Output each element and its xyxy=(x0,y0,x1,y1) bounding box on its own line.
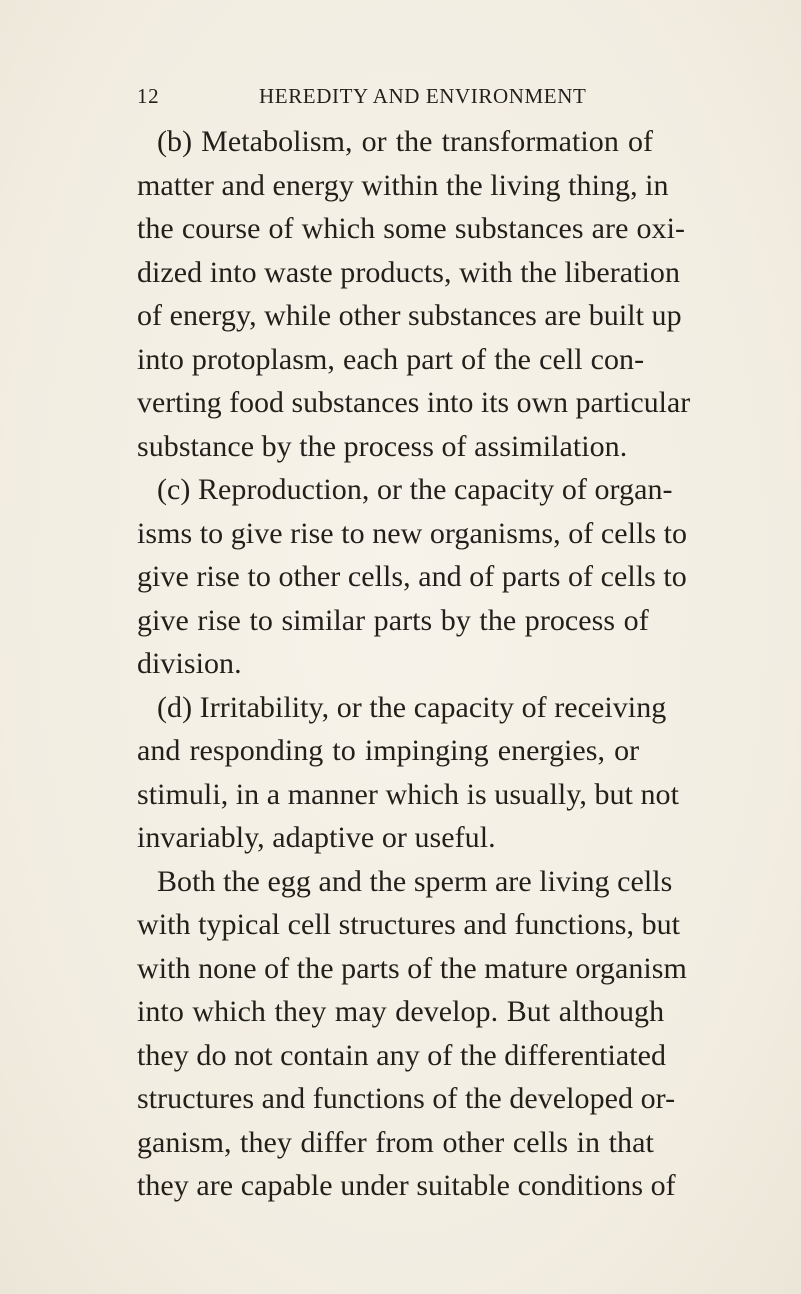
text-line: they are capable under suitable conditions of xyxy=(137,1169,676,1202)
text-line: and responding to impinging energies, or xyxy=(137,734,640,767)
text-line: the course of which some substances are oxi- xyxy=(137,212,686,245)
text-line: of energy, while other substances are built up xyxy=(137,299,682,332)
text-line: substance by the process of assimilation. xyxy=(137,429,628,463)
text-line: verting food substances into its own particular xyxy=(137,386,691,419)
running-title: HEREDITY AND ENVIRONMENT xyxy=(259,84,587,108)
text-line: structures and functions of the developed or- xyxy=(137,1082,676,1115)
text-line: into protoplasm, each part of the cell con- xyxy=(137,342,645,376)
text-line: ganism, they differ from other cells in that xyxy=(137,1125,654,1159)
text-line: Both the egg and the sperm are living cells xyxy=(157,864,673,898)
text-line: isms to give rise to new organisms, of cells to xyxy=(137,516,688,550)
text-line: stimuli, in a manner which is usually, but not xyxy=(137,777,679,811)
text-line: (c) Reproduction, or the capacity of organ- xyxy=(157,473,673,506)
text-line: with typical cell structures and functions, but xyxy=(137,908,681,941)
text-line: into which they may develop. But although xyxy=(137,995,665,1028)
text-line: division. xyxy=(137,647,242,680)
text-line: give rise to similar parts by the process of xyxy=(137,603,649,637)
text-line: they do not contain any of the differentiated xyxy=(137,1038,667,1072)
text-line: with none of the parts of the mature organism xyxy=(137,951,687,985)
text-line: (b) Metabolism, or the transformation of xyxy=(157,125,654,158)
text-line: give rise to other cells, and of parts of cells to xyxy=(137,560,687,593)
text-line: (d) Irritability, or the capacity of receiving xyxy=(157,690,667,724)
text-line: invariably, adaptive or useful. xyxy=(137,821,496,854)
page-number: 12 xyxy=(137,84,160,108)
running-head xyxy=(137,84,637,114)
text-line: matter and energy within the living thing, in xyxy=(137,168,669,202)
text-line: dized into waste products, with the liberation xyxy=(137,255,681,289)
